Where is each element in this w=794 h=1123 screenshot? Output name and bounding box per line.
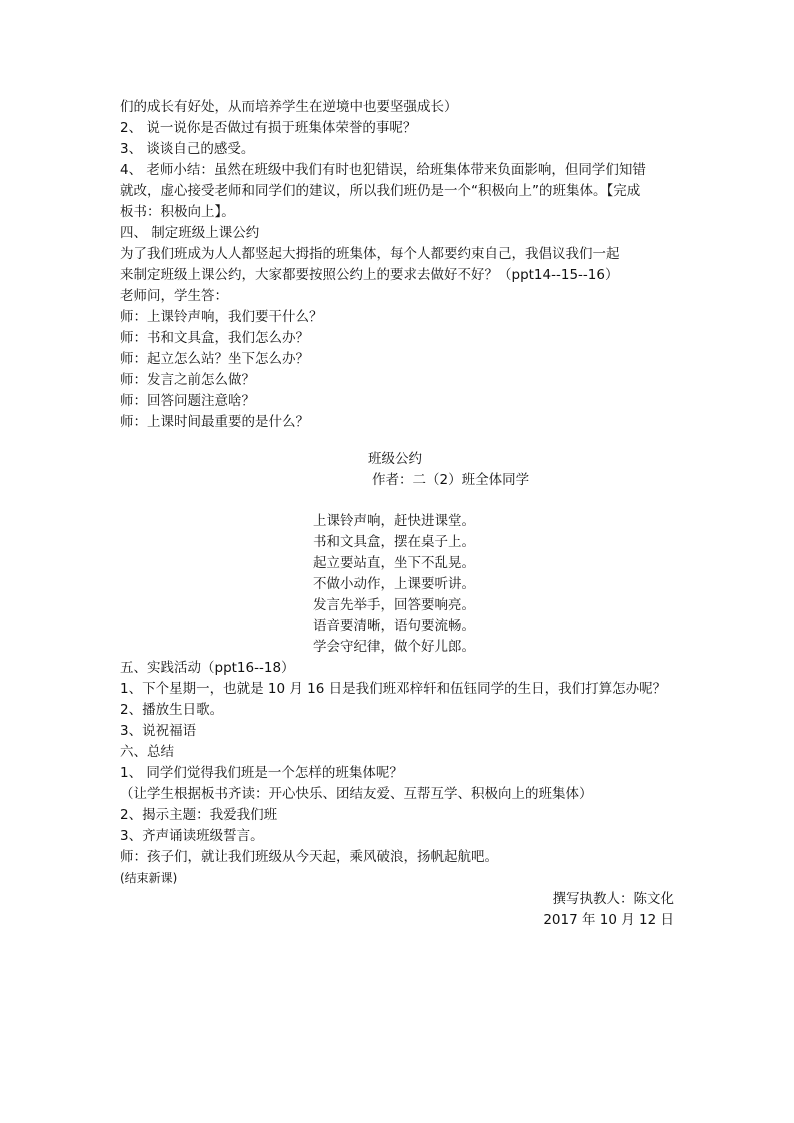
section-heading: 五、实践活动（ppt16--18） <box>120 660 295 676</box>
text-line: 师：上课铃声响，我们要干什么？ <box>120 309 323 325</box>
text-line: 为了我们班成为人人都竖起大拇指的班集体，每个人都要约束自己，我倡议我们一起 <box>120 246 620 262</box>
text-line: 2、揭示主题：我爱我们班 <box>120 807 278 823</box>
section-heading: 六、总结 <box>120 744 174 760</box>
text-line: 师：回答问题注意啥？ <box>120 393 255 409</box>
text-line: 师：孩子们，就让我们班级从今天起，乘风破浪，扬帆起航吧。 <box>120 849 498 865</box>
text-line: 师：起立怎么站？坐下怎么办？ <box>120 351 309 367</box>
poem-author: 作者：二（2）班全体同学 <box>372 472 530 488</box>
text-line: 3、齐声诵读班级誓言。 <box>120 828 264 844</box>
text-line: 师：书和文具盒，我们怎么办？ <box>120 330 309 346</box>
text-line: 就改，虚心接受老师和同学们的建议，所以我们班仍是一个“积极向上”的班集体。【完成 <box>120 183 641 199</box>
text-line: 1、 同学们觉得我们班是一个怎样的班集体呢？ <box>120 765 403 781</box>
text-line: （让学生根据板书齐读：开心快乐、团结友爱、互帮互学、积极向上的班集体） <box>120 786 593 802</box>
poem-line: 学会守纪律，做个好儿郎。 <box>313 639 475 655</box>
text-line: 1、下个星期一，也就是 10 月 16 日是我们班邓梓轩和伍钰同学的生日，我们打算怎办呢？ <box>120 681 667 697</box>
text-line: 老师问，学生答： <box>120 288 228 304</box>
poem-body <box>313 511 475 658</box>
text-line: 们的成长有好处，从而培养学生在逆境中也要坚强成长） <box>120 99 458 115</box>
text-line: 4、 老师小结：虽然在班级中我们有时也犯错误，给班集体带来负面影响，但同学们知错 <box>120 162 646 178</box>
signature-date: 2017 年 10 月 12 日 <box>543 912 674 928</box>
text-line: 来制定班级上课公约，大家都要按照公约上的要求去做好不好？（ppt14--15--16） <box>120 267 619 283</box>
text-line: 师：上课时间最重要的是什么？ <box>120 414 309 430</box>
text-line: 2、播放生日歌。 <box>120 702 224 718</box>
poem-line: 语音要清晰，语句要流畅。 <box>313 618 475 634</box>
poem-line: 起立要站直，坐下不乱晃。 <box>313 555 475 571</box>
poem-line: 发言先举手，回答要响亮。 <box>313 597 475 613</box>
text-line: 3、 谈谈自己的感受。 <box>120 141 255 157</box>
poem-title: 班级公约 <box>368 451 422 467</box>
text-line: 板书：积极向上】。 <box>120 204 235 220</box>
section-heading: 四、 制定班级上课公约 <box>120 225 260 241</box>
poem-line: 上课铃声响，赶快进课堂。 <box>313 513 475 529</box>
signature-author: 撰写执教人：陈文化 <box>552 891 674 907</box>
text-line: 2、 说一说你是否做过有损于班集体荣誉的事呢？ <box>120 120 417 136</box>
text-line: 3、说祝福语 <box>120 723 197 739</box>
text-line: 师：发言之前怎么做？ <box>120 372 255 388</box>
text-line: (结束新课) <box>120 871 178 885</box>
poem-line: 书和文具盒，摆在桌子上。 <box>313 534 475 550</box>
poem-line: 不做小动作，上课要听讲。 <box>313 576 475 592</box>
